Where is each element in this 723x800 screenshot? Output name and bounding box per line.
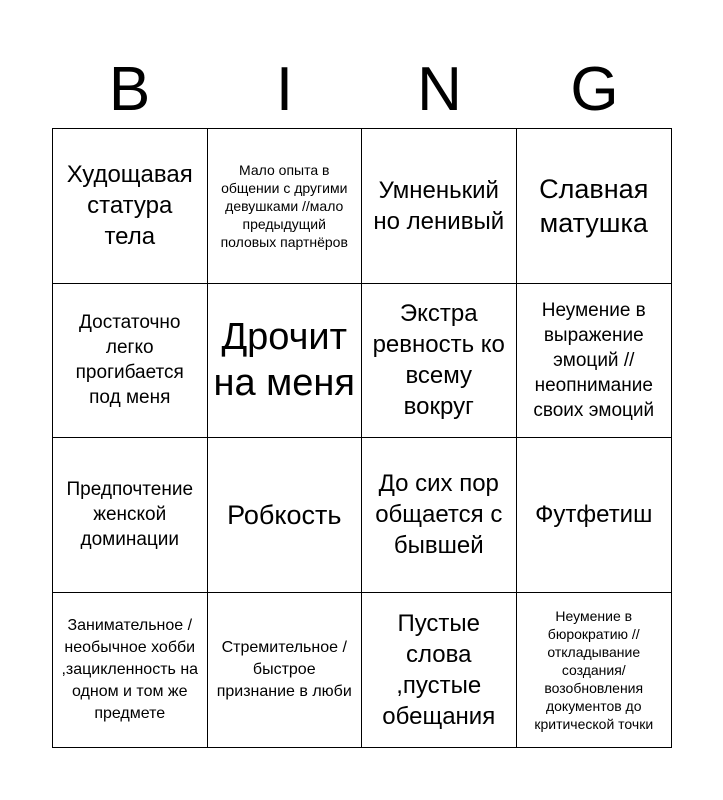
bingo-cell-text: Футфетиш bbox=[535, 501, 653, 529]
bingo-cell[interactable] bbox=[53, 438, 208, 593]
bingo-cell-text: Дрочит на меня bbox=[213, 316, 355, 405]
bingo-cell[interactable] bbox=[517, 284, 672, 439]
bingo-cell[interactable] bbox=[208, 284, 363, 439]
bingo-cell-text: До сих пор общается с бывшей bbox=[375, 470, 503, 560]
bingo-cell-text: Экстра ревность ко всему вокруг bbox=[372, 300, 505, 421]
bingo-cell[interactable] bbox=[53, 129, 208, 284]
bingo-cell-text: Худощавая статура тела bbox=[66, 161, 193, 251]
bingo-cell[interactable] bbox=[517, 129, 672, 284]
bingo-cell-text: Славная матушка bbox=[539, 173, 649, 238]
bingo-cell[interactable] bbox=[517, 593, 672, 748]
bingo-cell-text: Предпочтение женской доминации bbox=[66, 479, 194, 551]
bingo-cell[interactable] bbox=[53, 284, 208, 439]
bingo-cell[interactable] bbox=[53, 593, 208, 748]
bingo-cell[interactable] bbox=[362, 593, 517, 748]
bingo-cell[interactable] bbox=[362, 284, 517, 439]
bingo-cell[interactable] bbox=[208, 129, 363, 284]
bingo-cell[interactable] bbox=[208, 593, 363, 748]
bingo-cell-text: Мало опыта в общении с другими девушками //мало предыдущий половых партнёров bbox=[220, 161, 348, 250]
header-letter-b: B bbox=[108, 55, 151, 124]
bingo-cell-text: Неумение в бюрократию // откладывание создания/ возобновления документов до критической точки bbox=[534, 607, 654, 732]
bingo-cell-text: Достаточно легко прогибается под меня bbox=[75, 312, 184, 409]
bingo-cell[interactable] bbox=[517, 438, 672, 593]
bingo-cell-text: Занимательное /необычное хобби ,зацикленность на одном и том же предмете bbox=[61, 616, 199, 722]
bingo-cell-text: Стремительное /быстрое признание в люби bbox=[216, 638, 352, 700]
header-letter-n: N bbox=[417, 55, 462, 124]
header-letter-i: I bbox=[275, 55, 294, 124]
bingo-header bbox=[52, 52, 672, 128]
bingo-cell-text: Умненький но ленивый bbox=[373, 176, 505, 235]
bingo-cell-text: Пустые слова ,пустые обещания bbox=[382, 609, 496, 730]
bingo-cell[interactable] bbox=[208, 438, 363, 593]
bingo-cell[interactable] bbox=[362, 129, 517, 284]
bingo-grid bbox=[52, 128, 672, 748]
header-letter-g: G bbox=[570, 55, 619, 124]
bingo-cell-text: Неумение в выражение эмоций // неопнимание своих эмоций bbox=[533, 299, 655, 421]
bingo-cell[interactable] bbox=[362, 438, 517, 593]
bingo-cell-text: Робкость bbox=[227, 499, 342, 530]
